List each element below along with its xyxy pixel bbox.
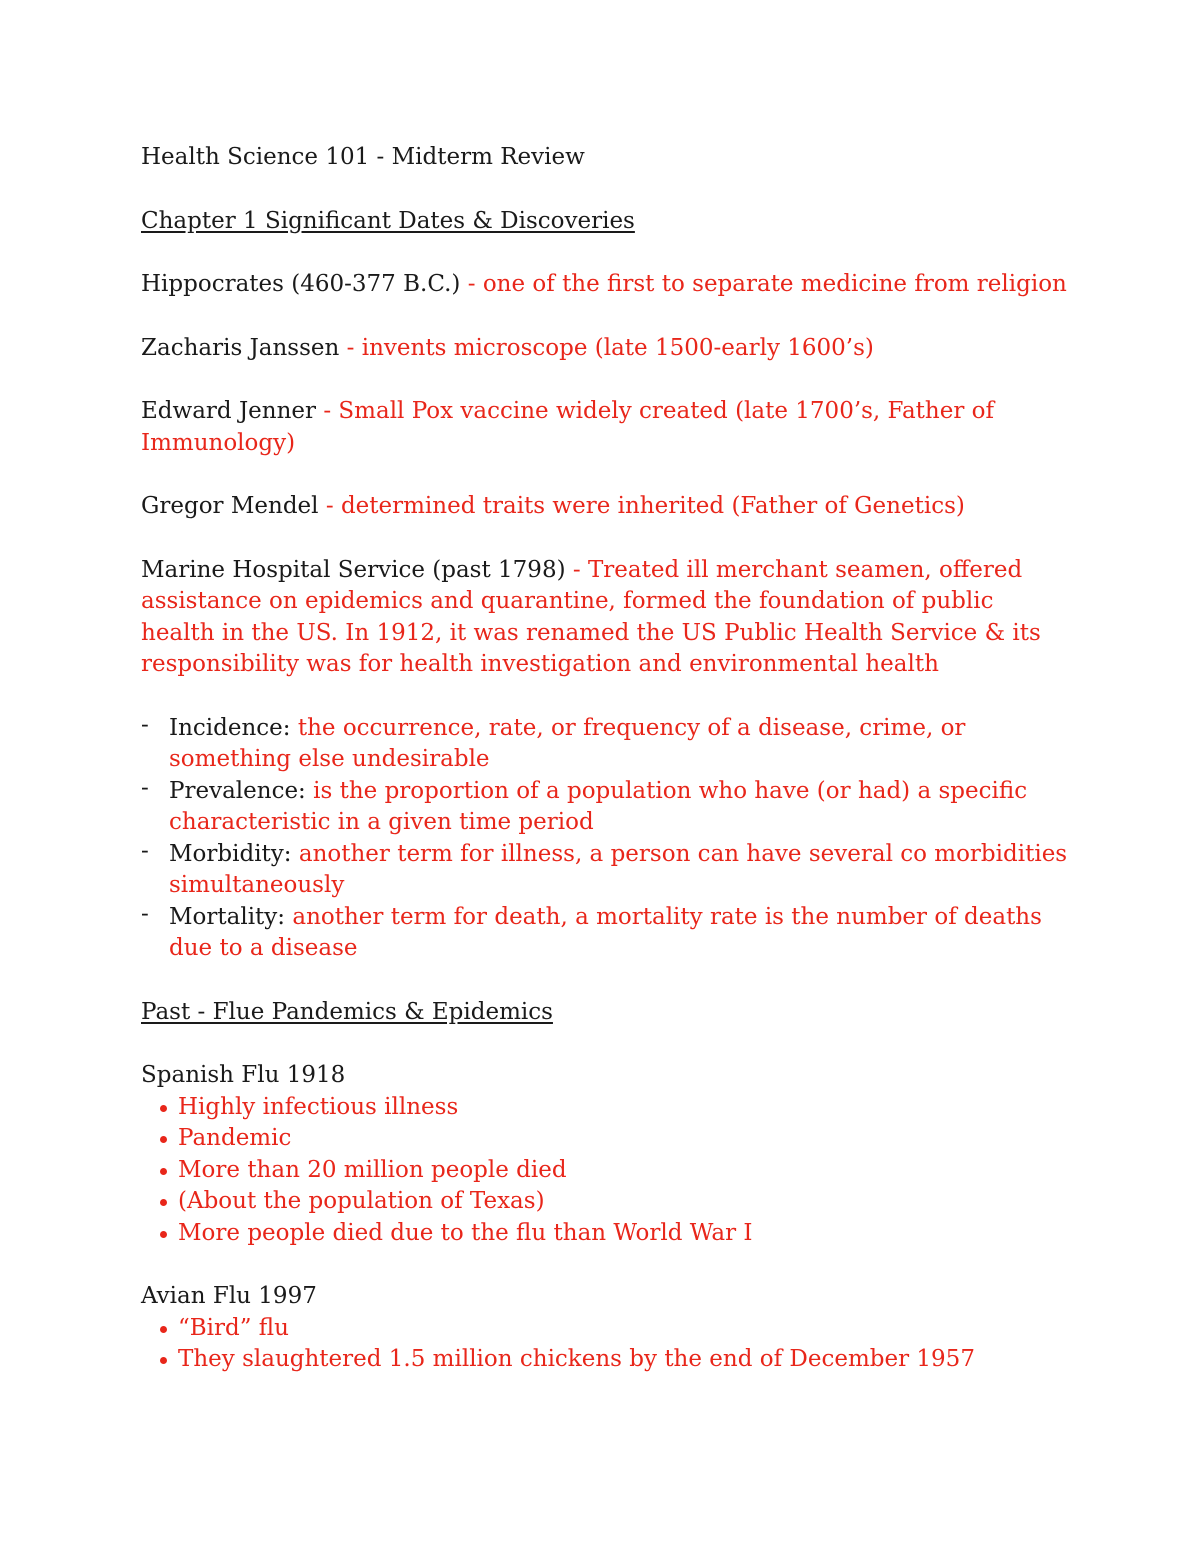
list-item <box>141 1218 1071 1250</box>
entry-mendel <box>141 491 1071 523</box>
list-item-text: “Bird” flu <box>178 1314 289 1341</box>
bullet-dot-icon <box>160 1357 167 1364</box>
list-item-text: More than 20 million people died <box>178 1156 567 1183</box>
list-item <box>141 1123 1071 1155</box>
entry-separator: - <box>339 334 362 361</box>
document-page <box>141 142 1071 1408</box>
list-item-text: Highly infectious illness <box>178 1093 459 1120</box>
list-item-text: Pandemic <box>178 1125 292 1151</box>
bullet-dot-icon <box>160 1199 167 1206</box>
entry-jenner <box>141 396 1071 459</box>
list-item-text: They slaughtered 1.5 million chickens by the end of December 1957 <box>178 1346 975 1372</box>
document-title: Health Science 101 - Midterm Review <box>141 144 585 170</box>
definition-text: the occurrence, rate, or frequency of a disease, crime, or something else undesirable <box>169 714 966 772</box>
entry-marine-hospital-service <box>141 555 1071 681</box>
dash-bullet: - <box>141 900 149 927</box>
list-item-text: More people died due to the flu than World War I <box>178 1219 753 1246</box>
bullet-list-avian-flu <box>141 1313 1071 1376</box>
list-item-mortality <box>141 902 1071 965</box>
bullet-dot-icon <box>160 1326 167 1333</box>
entry-hippocrates <box>141 269 1071 301</box>
bullet-dot-icon <box>160 1231 167 1238</box>
entry-description: one of the first to separate medicine from religion <box>482 271 1067 297</box>
entry-description: determined traits were inherited (Father of Genetics) <box>340 493 965 519</box>
dash-bullet: - <box>141 774 149 801</box>
list-item-morbidity <box>141 839 1071 902</box>
entry-separator: - <box>565 556 588 583</box>
list-item <box>141 1186 1071 1218</box>
list-item <box>141 1092 1071 1124</box>
entry-description: invents microscope (late 1500-early 1600’s) <box>361 334 874 361</box>
entry-term: Hippocrates (460-377 B.C.) <box>141 271 461 297</box>
bullet-dot-icon <box>160 1136 167 1143</box>
definition-text: another term for illness, a person can have several co morbidities simultaneously <box>169 840 1068 898</box>
bullet-dot-icon <box>160 1168 167 1175</box>
definitions-list <box>141 713 1071 965</box>
bullet-dot-icon <box>160 1105 167 1112</box>
definition-term: Incidence: <box>169 714 291 741</box>
entry-term: Edward Jenner <box>141 398 317 424</box>
dash-bullet: - <box>141 837 149 864</box>
dash-bullet: - <box>141 711 149 738</box>
entry-description: Small Pox vaccine widely created (late 1700’s, Father of Immunology) <box>141 398 995 456</box>
entry-term: Zacharis Janssen <box>141 334 340 361</box>
entry-term: Gregor Mendel <box>141 493 319 519</box>
list-item <box>141 1344 1071 1376</box>
definition-term: Morbidity: <box>169 840 292 867</box>
section-heading-chapter-1: Chapter 1 Significant Dates & Discoveries <box>141 207 635 234</box>
entry-description: Treated ill merchant seamen, offered assistance on epidemics and quarantine, formed the foundation of public health in the US. In 1912, it was renamed the US Public Health Service & its responsibility was for health investigation and environmental health <box>141 556 1041 677</box>
entry-term: Marine Hospital Service (past 1798) <box>141 556 566 583</box>
entry-separator: - <box>318 493 341 519</box>
list-item <box>141 1313 1071 1345</box>
list-item-text: (About the population of Texas) <box>178 1188 545 1214</box>
definition-term: Mortality: <box>169 903 286 930</box>
list-item <box>141 1155 1071 1187</box>
group-title-avian-flu: Avian Flu 1997 <box>141 1283 317 1309</box>
section-heading-pandemics: Past - Flue Pandemics & Epidemics <box>141 998 553 1025</box>
group-title-spanish-flu: Spanish Flu 1918 <box>141 1062 346 1088</box>
entry-janssen <box>141 333 1071 365</box>
definition-term: Prevalence: <box>169 777 306 804</box>
list-item-incidence <box>141 713 1071 776</box>
list-item-prevalence <box>141 776 1071 839</box>
entry-separator: - <box>460 271 483 297</box>
definition-text: another term for death, a mortality rate is the number of deaths due to a disease <box>169 903 1042 961</box>
entry-separator: - <box>316 398 339 424</box>
bullet-list-spanish-flu <box>141 1092 1071 1250</box>
definition-text: is the proportion of a population who have (or had) a specific characteristic in a given time period <box>169 777 1028 835</box>
